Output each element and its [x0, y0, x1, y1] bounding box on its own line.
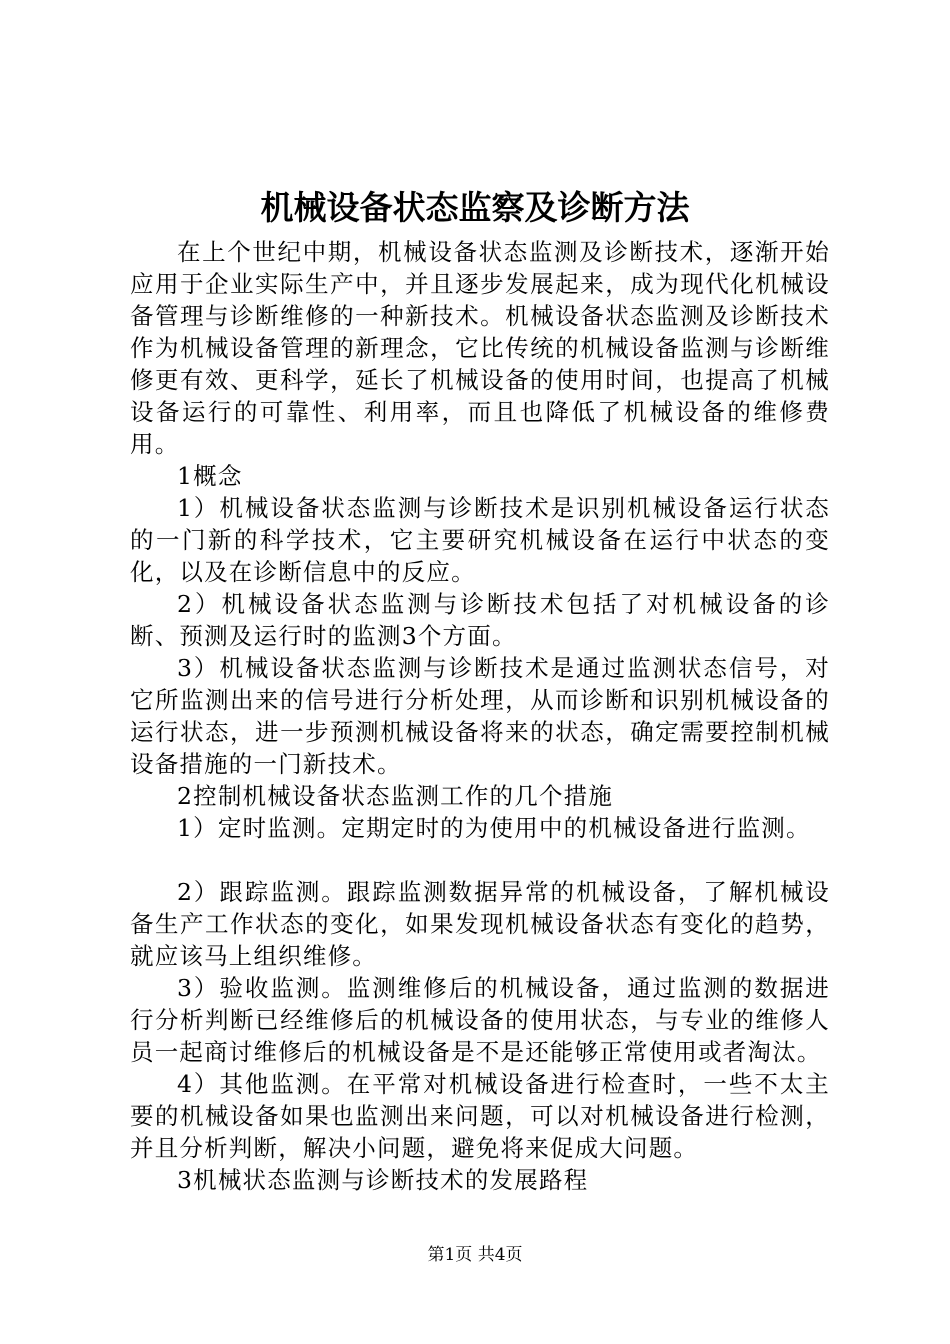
- paragraph-intro: 在上个世纪中期，机械设备状态监测及诊断技术，逐渐开始应用于企业实际生产中，并且逐步发展起来，成为现代化机械设备管理与诊断维修的一种新技术。机械设备状态监测及诊断技术作为机械设备管理的新理念，它比传统的机械设备监测与诊断维修更有效、更科学，延长了机械设备的使用时间，也提高了机械设备运行的可靠性、利用率，而且也降低了机械设备的维修费用。: [130, 238, 830, 458]
- section-heading-concept: 1概念: [177, 462, 243, 490]
- section-heading-measures: 2控制机械设备状态监测工作的几个措施: [177, 782, 614, 810]
- section-heading-development: 3机械状态监测与诊断技术的发展路程: [177, 1166, 589, 1194]
- paragraph-measure-4: 4）其他监测。在平常对机械设备进行检查时，一些不太主要的机械设备如果也监测出来问题，可以对机械设备进行检测，并且分析判断，解决小问题，避免将来促成大问题。: [130, 1070, 830, 1162]
- paragraph-measure-2: 2）跟踪监测。跟踪监测数据异常的机械设备，了解机械设备生产工作状态的变化，如果发现机械设备状态有变化的趋势，就应该马上组织维修。: [130, 878, 830, 970]
- page-number-footer: 第1页 共4页: [427, 1245, 523, 1265]
- document-body: [130, 236, 830, 1196]
- paragraph-concept-3: 3）机械设备状态监测与诊断技术是通过监测状态信号，对它所监测出来的信号进行分析处理，从而诊断和识别机械设备的运行状态，进一步预测机械设备将来的状态，确定需要控制机械设备措施的一门新技术。: [130, 654, 830, 778]
- paragraph-measure-1: 1）定时监测。定期定时的为使用中的机械设备进行监测。: [177, 814, 811, 842]
- paragraph-concept-2: 2）机械设备状态监测与诊断技术包括了对机械设备的诊断、预测及运行时的监测3个方面。: [130, 590, 830, 650]
- document-title: 机械设备状态监察及诊断方法: [260, 188, 690, 227]
- paragraph-measure-3: 3）验收监测。监测维修后的机械设备，通过监测的数据进行分析判断已经维修后的机械设备的使用状态，与专业的维修人员一起商讨维修后的机械设备是不是还能够正常使用或者淘汰。: [130, 974, 830, 1066]
- paragraph-concept-1: 1）机械设备状态监测与诊断技术是识别机械设备运行状态的一门新的科学技术，它主要研究机械设备在运行中状态的变化，以及在诊断信息中的反应。: [130, 494, 830, 586]
